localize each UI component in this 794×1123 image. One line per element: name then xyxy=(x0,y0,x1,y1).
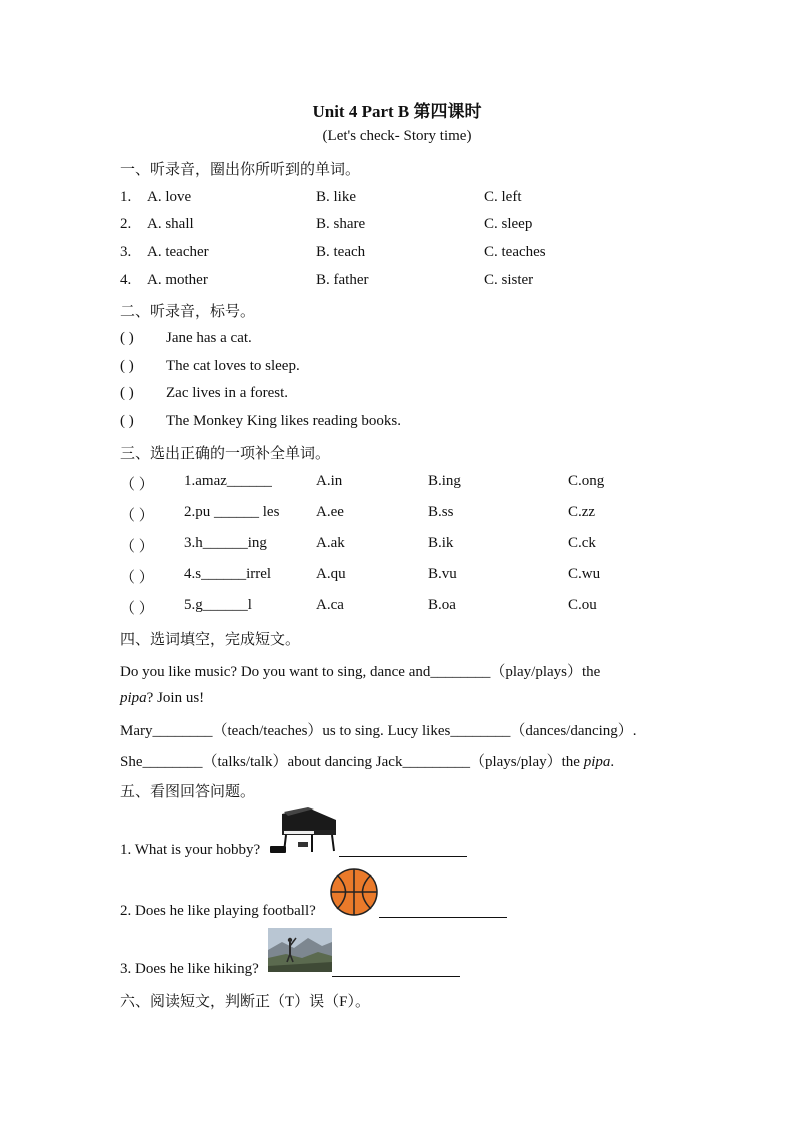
s1-row4-b: B. father xyxy=(316,272,369,288)
s3-row1-q: 1.amaz______ xyxy=(184,473,272,489)
s1-row2-num: 2. xyxy=(120,216,132,232)
s3-row3-c: C.ck xyxy=(568,535,596,551)
s3-row1-a: A.in xyxy=(316,473,343,489)
s1-row4-c: C. sister xyxy=(484,272,534,288)
s2-item4-text: The Monkey King likes reading books. xyxy=(166,413,401,429)
s3-row3-b: B.ik xyxy=(428,535,454,551)
s2-item1-paren: ( ) xyxy=(120,330,134,346)
s1-row3-b: B. teach xyxy=(316,244,366,260)
s3-row2-q: 2.pu ______ les xyxy=(184,504,280,520)
s3-row4-b: B.vu xyxy=(428,566,457,582)
s5-answer2-line[interactable] xyxy=(379,917,507,918)
s4-line4 xyxy=(120,750,614,771)
s4-line4-end: . xyxy=(610,754,615,770)
s3-row1-paren: （ ） xyxy=(120,477,154,493)
s3-row2-c: C.zz xyxy=(568,504,596,520)
s3-row2-a: A.ee xyxy=(316,504,344,520)
s1-row2-c: C. sleep xyxy=(484,216,533,232)
hiker-image xyxy=(268,928,332,972)
s2-item1-text: Jane has a cat. xyxy=(166,330,252,346)
s4-line2-rest: ? Join us! xyxy=(146,690,205,706)
s3-row5-paren: （ ） xyxy=(120,601,154,617)
s1-row1-c: C. left xyxy=(484,189,522,205)
section1-heading: 一、听录音，圈出你所听到的单词。 xyxy=(120,162,361,178)
s1-row2-b: B. share xyxy=(316,216,366,232)
s3-row5-c: C.ou xyxy=(568,597,597,613)
section4-heading: 四、选词填空，完成短文。 xyxy=(120,632,301,648)
s1-row1-a: A. love xyxy=(147,189,192,205)
s3-row1-b: B.ing xyxy=(428,473,461,489)
s5-answer1-line[interactable] xyxy=(339,856,467,857)
section6-heading: 六、阅读短文，判断正（T）误（F）。 xyxy=(120,994,371,1010)
page-subtitle: (Let's check- Story time) xyxy=(322,128,472,144)
s1-row2-a: A. shall xyxy=(147,216,194,232)
piano-image xyxy=(268,806,340,858)
s3-row5-a: A.ca xyxy=(316,597,344,613)
s1-row4-a: A. mother xyxy=(147,272,208,288)
s5-q2: 2. Does he like playing football? xyxy=(120,903,316,919)
s4-line3: Mary________（teach/teaches）us to sing. Lucy likes________（dances/dancing）. xyxy=(120,723,637,739)
page-title: Unit 4 Part B 第四课时 xyxy=(312,102,482,121)
s2-item2-paren: ( ) xyxy=(120,358,134,374)
s3-row4-a: A.qu xyxy=(316,566,346,582)
s2-item2-text: The cat loves to sleep. xyxy=(166,358,300,374)
s1-row1-b: B. like xyxy=(316,189,356,205)
s4-line4-pipa: pipa xyxy=(583,754,611,770)
s3-row4-q: 4.s______irrel xyxy=(184,566,272,582)
s3-row3-a: A.ak xyxy=(316,535,345,551)
s1-row3-a: A. teacher xyxy=(147,244,209,260)
s2-item3-text: Zac lives in a forest. xyxy=(166,385,289,401)
s3-row3-paren: （ ） xyxy=(120,539,154,555)
s2-item3-paren: ( ) xyxy=(120,385,134,401)
s3-row4-paren: （ ） xyxy=(120,570,154,586)
s2-item4-paren: ( ) xyxy=(120,413,134,429)
section3-heading: 三、选出正确的一项补全单词。 xyxy=(120,446,331,462)
s3-row5-q: 5.g______l xyxy=(184,597,252,613)
s3-row3-q: 3.h______ing xyxy=(184,535,267,551)
s1-row4-num: 4. xyxy=(120,272,132,288)
basketball-image xyxy=(329,867,379,917)
s5-q3: 3. Does he like hiking? xyxy=(120,961,259,977)
s3-row1-c: C.ong xyxy=(568,473,605,489)
s3-row4-c: C.wu xyxy=(568,566,601,582)
s1-row1-num: 1. xyxy=(120,189,132,205)
s4-line2 xyxy=(120,690,204,707)
s4-line1: Do you like music? Do you want to sing, dance and________（play/plays）the xyxy=(120,664,601,680)
s4-line4-start: She________（talks/talk）about dancing Jack_________（plays/play）the xyxy=(120,754,584,770)
s4-line2-pipa: pipa xyxy=(120,690,147,706)
section5-heading: 五、看图回答问题。 xyxy=(120,784,256,800)
s3-row2-b: B.ss xyxy=(428,504,454,520)
s1-row3-num: 3. xyxy=(120,244,132,260)
s1-row3-c: C. teaches xyxy=(484,244,546,260)
s3-row5-b: B.oa xyxy=(428,597,456,613)
s5-answer3-line[interactable] xyxy=(332,976,460,977)
section2-heading: 二、听录音，标号。 xyxy=(120,304,256,320)
s5-q1: 1. What is your hobby? xyxy=(120,842,261,858)
s3-row2-paren: （ ） xyxy=(120,508,154,524)
